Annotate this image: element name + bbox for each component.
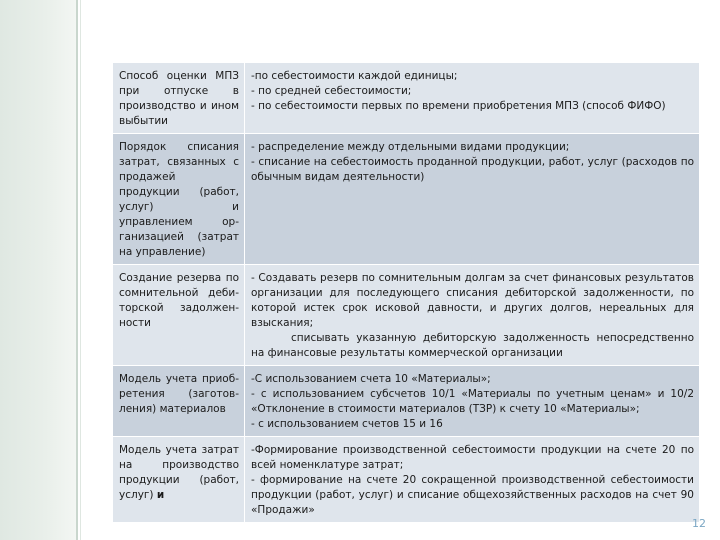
row-content xyxy=(245,437,700,523)
row-label-tail: и xyxy=(156,489,165,501)
content-line: - Создавать резерв по сомнительным долгам за счет финансовых результатов организации для последующего списания дебиторской задолженности, по которой истек срок исковой давности, и других долгов, нереальных для взыскания; xyxy=(251,272,694,329)
row-label: Создание резерва по сомнительной деби-торской задолжен-ности xyxy=(113,265,245,366)
content-line: -Формирование производственной себестоимости продукции на счете 20 по всей номенклатуре затрат; xyxy=(251,444,694,471)
table-row xyxy=(113,63,700,134)
content-line: списывать указанную дебиторскую задолженность непосредственно на финансовые результаты коммерческой организации xyxy=(251,332,694,359)
content-line: - по средней себестоимости; xyxy=(251,85,412,97)
row-content xyxy=(245,63,700,134)
row-label: Порядок списания затрат, связанных с продажей продукции (работ, услуг) и управлением ор-ганизацией (затрат на управление) xyxy=(113,134,245,265)
sidebar-divider-thin xyxy=(80,0,81,540)
content-line: -С использованием счета 10 «Материалы»; xyxy=(251,373,491,385)
row-label-text: Модель учета затрат на производство продукции (работ, услуг) xyxy=(119,444,239,501)
content-line: - по себестоимости первых по времени приобретения МПЗ (способ ФИФО) xyxy=(251,100,666,112)
policy-table xyxy=(112,62,700,523)
table-row xyxy=(113,265,700,366)
page-number: 12 xyxy=(692,517,706,530)
table-row xyxy=(113,366,700,437)
row-content xyxy=(245,366,700,437)
content-line: - списание на себестоимость проданной продукции, работ, услуг (расходов по обычным видам деятельности) xyxy=(251,156,694,183)
content-line: - формирование на счете 20 сокращенной производственной себестоимости продукции (работ, услуг) и списание общехозяйственных расходов на счет 90 «Продажи» xyxy=(251,474,694,516)
content-line: - с использованием счетов 15 и 16 xyxy=(251,418,443,430)
row-label xyxy=(113,437,245,523)
content-line: -по себестоимости каждой единицы; xyxy=(251,70,458,82)
row-content xyxy=(245,134,700,265)
sidebar-divider xyxy=(76,0,78,540)
sidebar-decoration xyxy=(0,0,76,540)
content-line: - с использованием субсчетов 10/1 «Материалы по учетным ценам» и 10/2 «Отклонение в стоимости материалов (ТЗР) к счету 10 «Материалы»; xyxy=(251,388,694,415)
table-row xyxy=(113,437,700,523)
content-line: - распределение между отдельными видами продукции; xyxy=(251,141,570,153)
row-label: Модель учета приоб-ретения (заготов-ления) материалов xyxy=(113,366,245,437)
row-label: Способ оценки МПЗ при отпуске в производство и ином выбытии xyxy=(113,63,245,134)
row-content xyxy=(245,265,700,366)
table-row xyxy=(113,134,700,265)
